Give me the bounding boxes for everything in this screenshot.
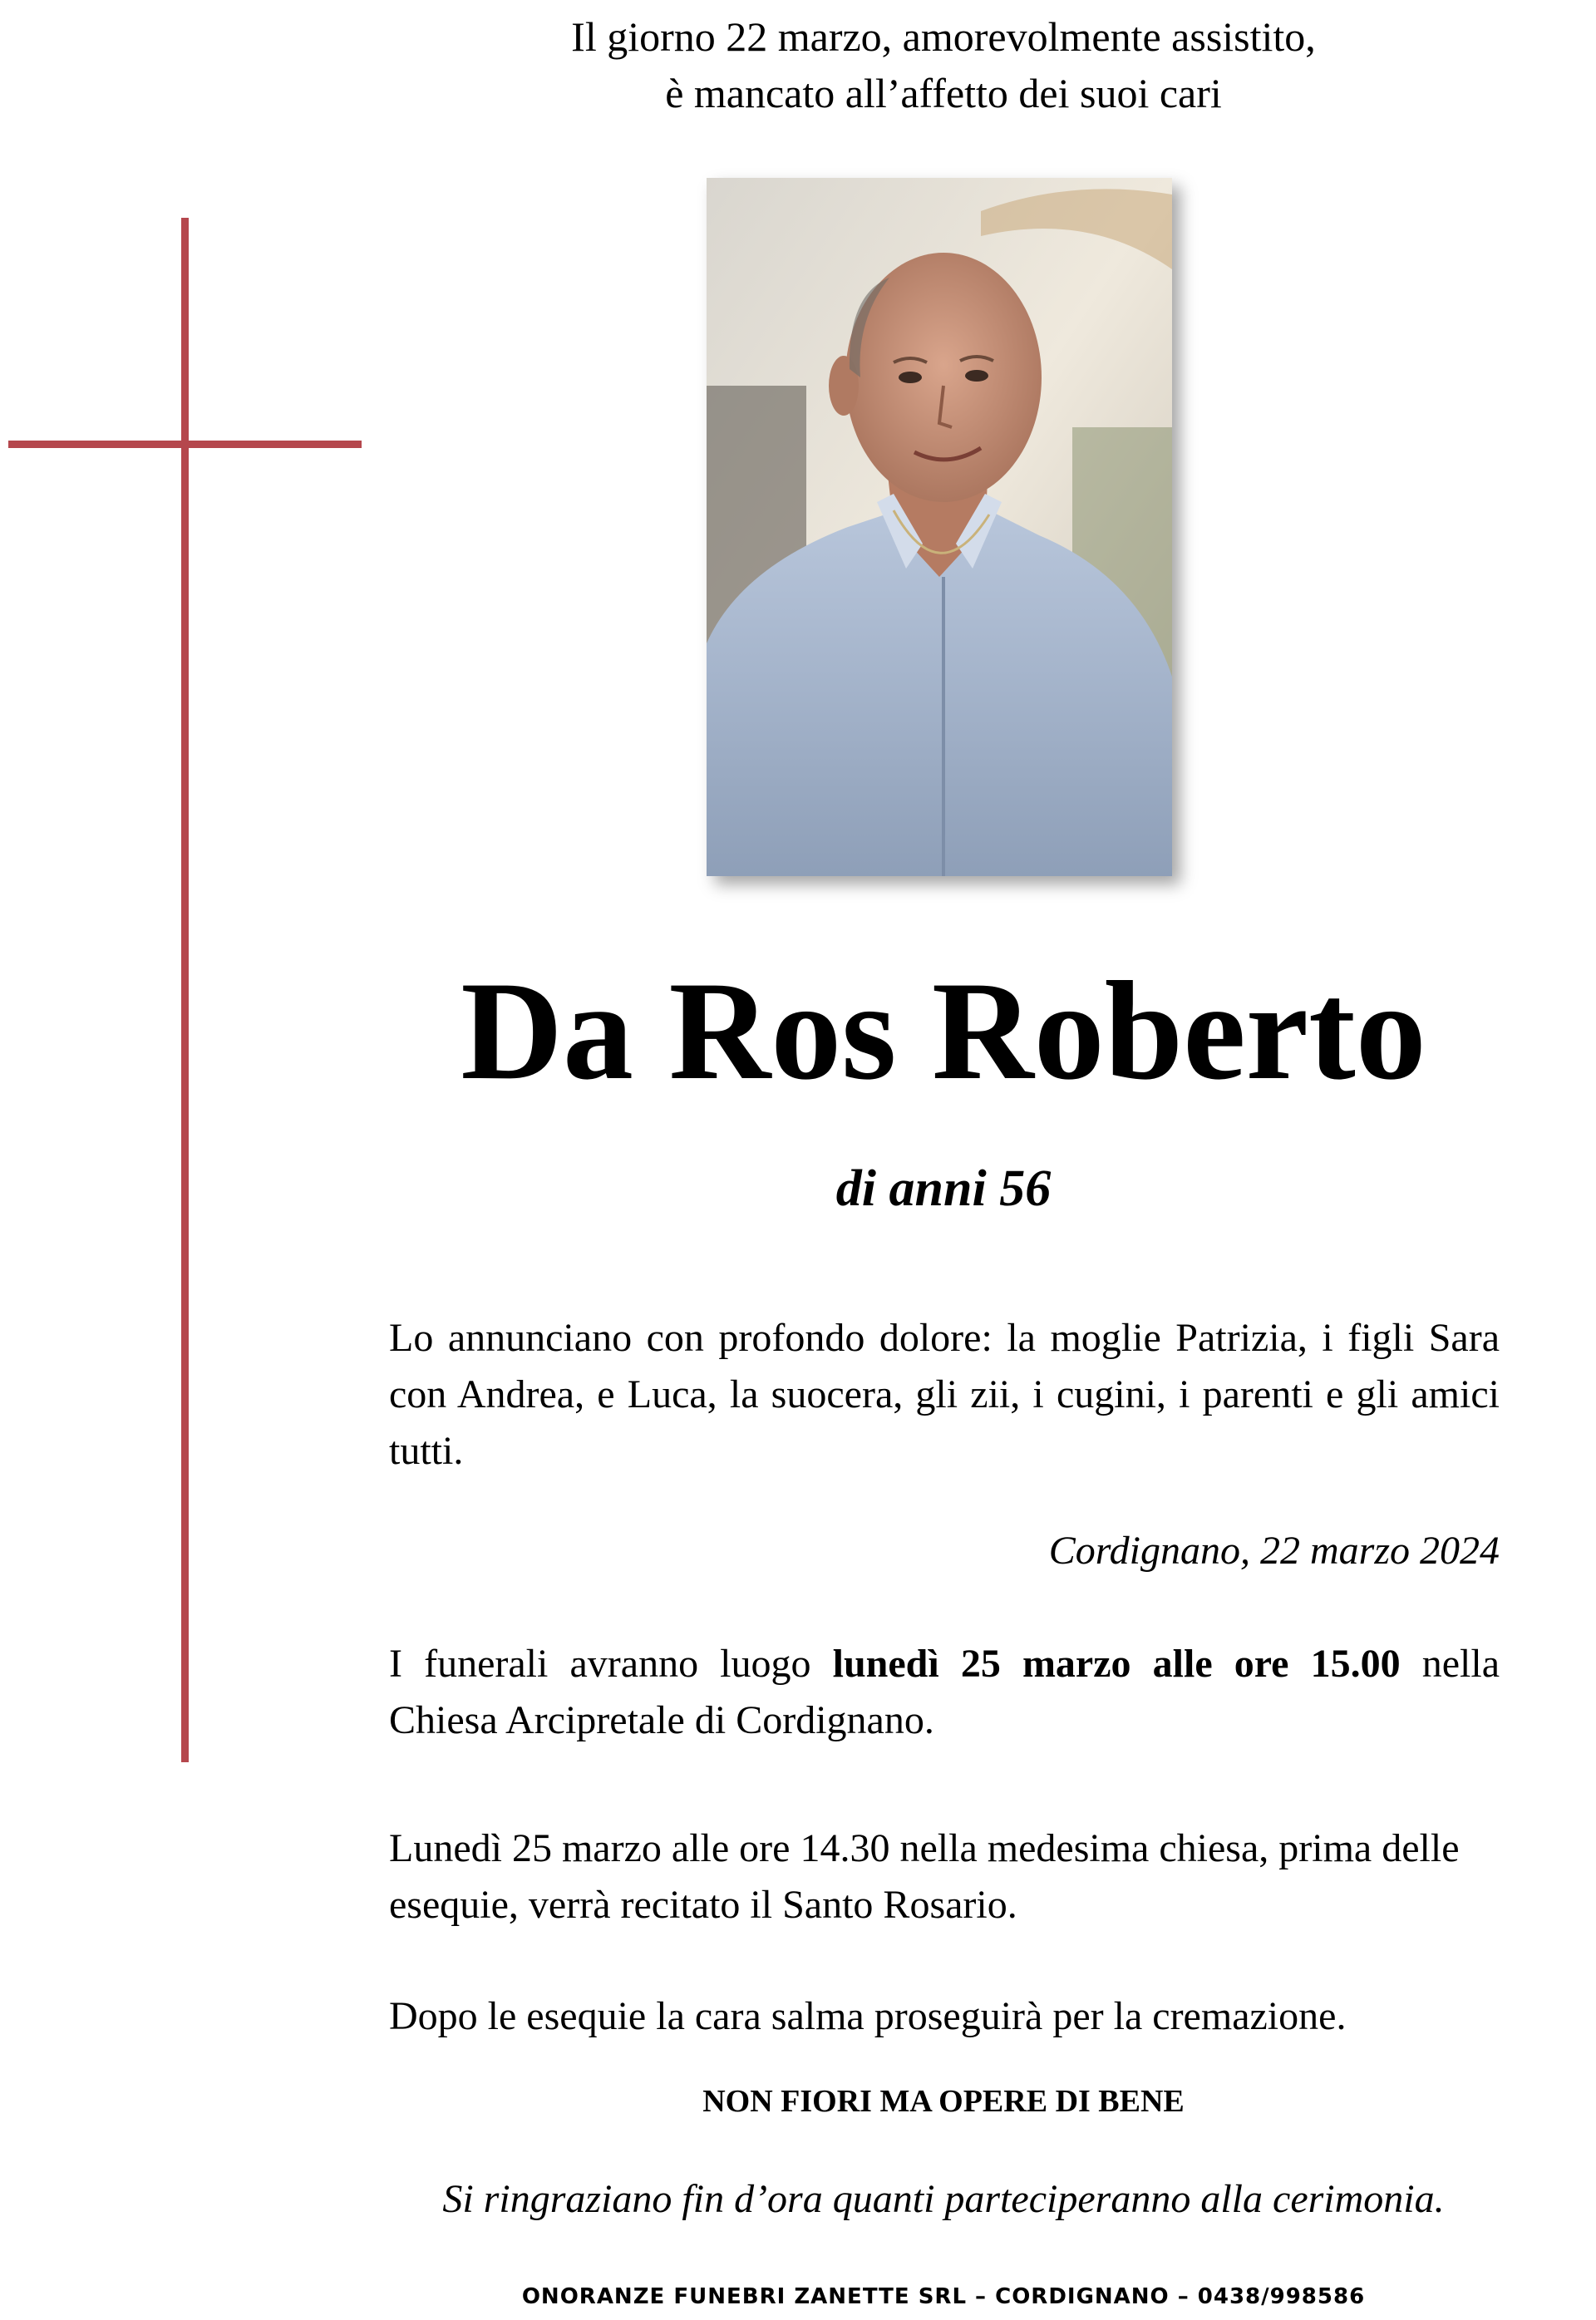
- thanks-line: Si ringraziano fin d’ora quanti parteciperanno alla cerimonia.: [442, 2177, 1445, 2221]
- no-flowers-notice: NON FIORI MA OPERE DI BENE: [702, 2084, 1185, 2119]
- funeral-suffix: nella Chiesa Arcipretale di Cordignano.: [389, 1642, 1500, 1742]
- cremation-paragraph: Dopo le esequie la cara salma proseguirà per la cremazione.: [389, 1994, 1347, 2038]
- funeral-date-time: lunedì 25 marzo alle ore 15.00: [832, 1642, 1401, 1686]
- place-date: Cordignano, 22 marzo 2024: [1048, 1529, 1500, 1573]
- cross-horizontal-bar: [8, 441, 362, 448]
- funeral-home-footer: ONORANZE FUNEBRI ZANETTE SRL – CORDIGNANO – 0438/998586: [521, 2284, 1366, 2309]
- intro-text: [391, 8, 1496, 121]
- funeral-prefix: I funerali avranno luogo: [389, 1642, 833, 1686]
- cross-vertical-bar: [181, 218, 189, 1762]
- portrait-photo: [707, 178, 1172, 876]
- intro-line-2: è mancato all’affetto dei suoi cari: [665, 70, 1222, 116]
- funeral-paragraph: [389, 1636, 1500, 1749]
- rosary-paragraph: Lunedì 25 marzo alle ore 14.30 nella medesima chiesa, prima delle esequie, verrà recitato il Santo Rosario.: [389, 1826, 1460, 1927]
- deceased-age: di anni 56: [835, 1160, 1052, 1217]
- deceased-name: Da Ros Roberto: [461, 953, 1426, 1109]
- intro-line-1: Il giorno 22 marzo, amorevolmente assistito,: [571, 13, 1316, 60]
- announcement-paragraph: Lo annunciano con profondo dolore: la moglie Patrizia, i figli Sara con Andrea, e Luca, la suocera, gli zii, i cugini, i parenti e gli amici tutti.: [389, 1316, 1500, 1473]
